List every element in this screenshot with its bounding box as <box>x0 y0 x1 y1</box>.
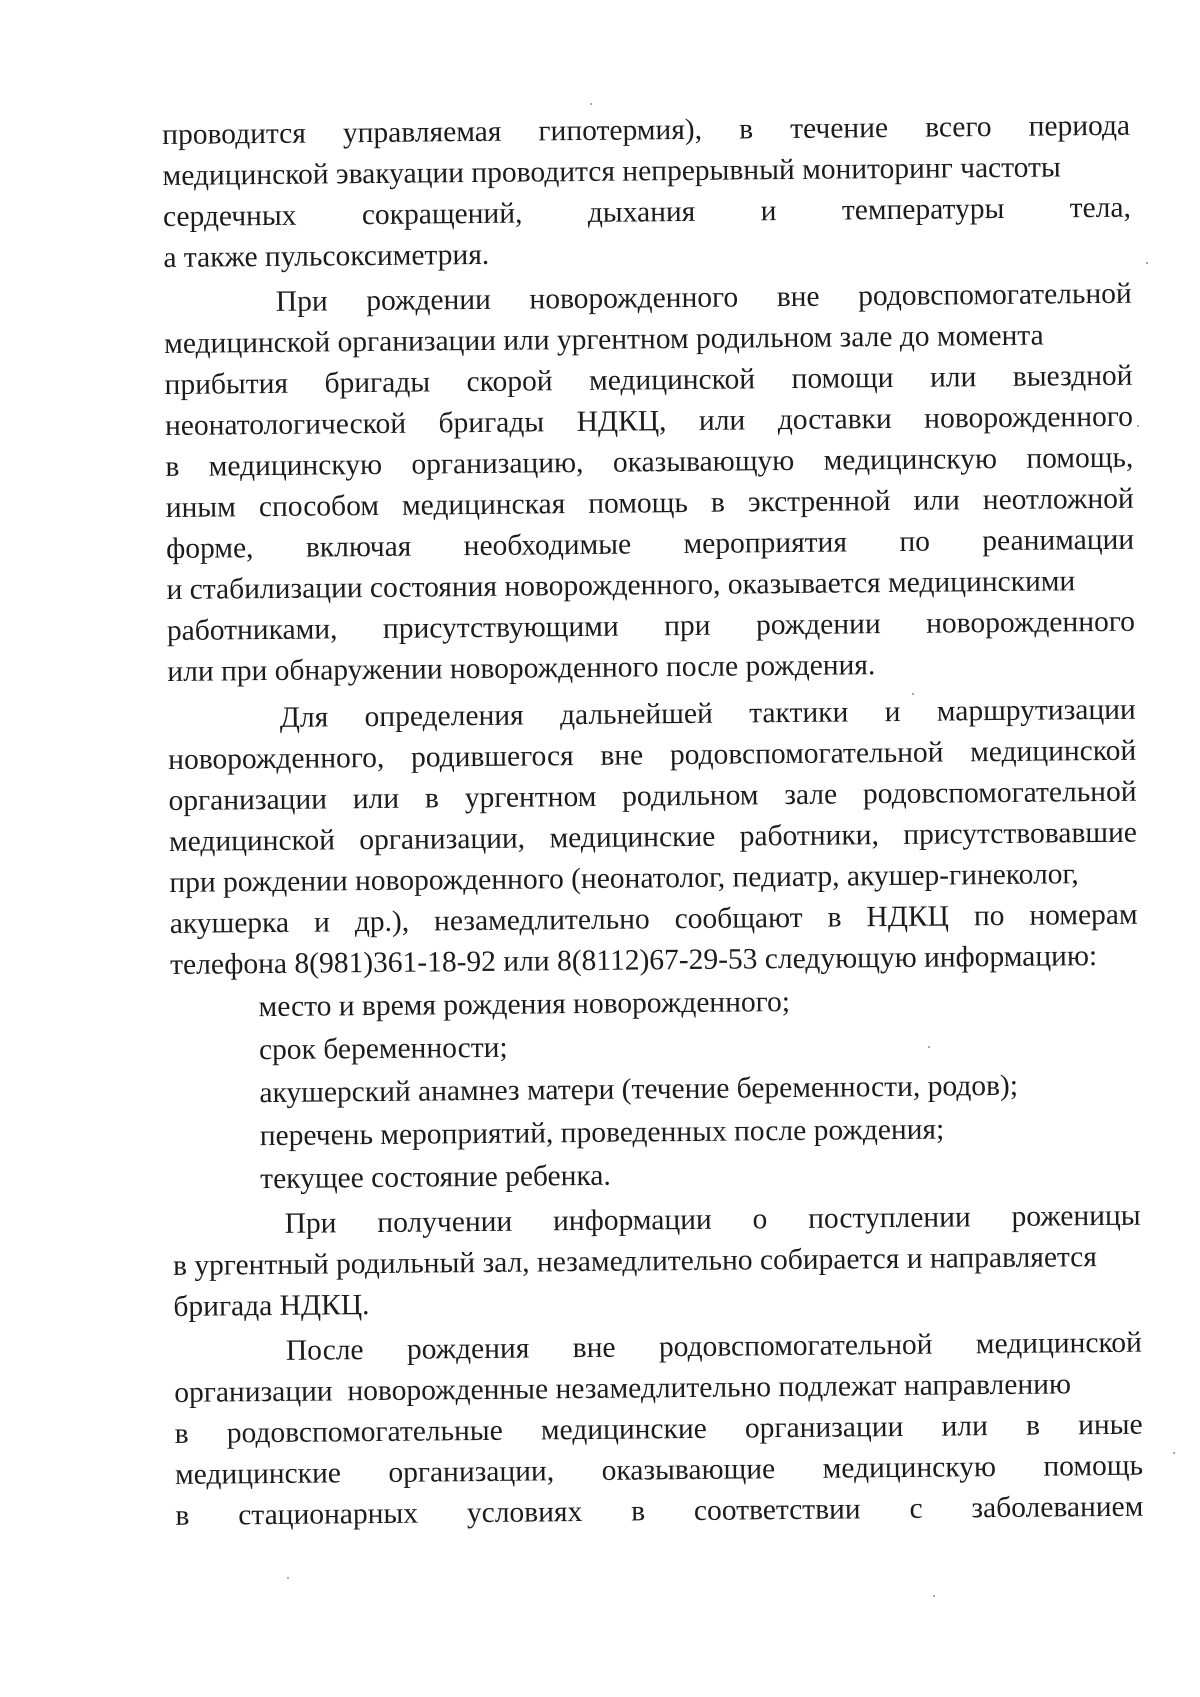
word: всего <box>924 111 992 144</box>
paragraph-1 <box>162 106 1132 279</box>
word: и <box>884 695 901 729</box>
paragraph-4 <box>172 1196 1141 1328</box>
word: НДКЦ <box>866 900 950 934</box>
text-line: а также пульсоксиметрия. <box>163 238 490 274</box>
word: при <box>664 609 711 643</box>
word: работники, <box>739 819 880 853</box>
word: рождении <box>755 608 881 642</box>
word: стационарных <box>238 1497 419 1532</box>
word: течение <box>790 112 889 145</box>
word: или <box>941 1410 988 1443</box>
text-line: бригада НДКЦ. <box>173 1289 370 1323</box>
word: в <box>175 1499 190 1532</box>
word: маршрутизации <box>936 693 1136 728</box>
list-item: перечень мероприятий, проведенных после рождения; <box>259 1113 945 1153</box>
word: в <box>630 1495 646 1528</box>
word: информации <box>552 1203 712 1238</box>
word: работниками, <box>166 613 338 647</box>
word: определения <box>364 699 524 734</box>
word: При <box>284 1207 337 1240</box>
paragraph-3 <box>168 690 1139 986</box>
word: новорожденного, <box>168 741 385 776</box>
text-line: организации новорожденные незамедлительно подлежат направлению <box>174 1368 1072 1409</box>
word: получении <box>377 1205 513 1239</box>
word: иным <box>165 491 236 524</box>
word: и <box>313 906 330 939</box>
word: родовспомогательной <box>669 736 944 772</box>
word: выездной <box>1012 359 1133 393</box>
text-line: в ургентный родильный зал, незамедлительно собирается и направляется <box>172 1241 1098 1282</box>
word: незамедлительно <box>433 903 650 938</box>
word: помощь <box>588 486 688 520</box>
word: тактики <box>749 696 849 730</box>
word: гипотермия), <box>538 113 703 148</box>
word: При <box>275 285 328 318</box>
word: или <box>913 484 960 517</box>
word: НДКЦ, <box>576 405 667 439</box>
word: новорожденного <box>926 605 1136 640</box>
list-item: акушерский анамнез матери (течение беременности, родов); <box>259 1069 1019 1110</box>
info-list <box>170 979 1140 1201</box>
word: организации <box>744 1410 904 1445</box>
word: роженицы <box>1011 1199 1141 1233</box>
word: неонатологической <box>164 407 407 442</box>
word: в <box>165 450 180 483</box>
word: управляемая <box>342 115 502 150</box>
word: медицинскую <box>208 448 383 483</box>
word: ургентном <box>464 780 597 815</box>
word: медицинской <box>168 824 336 858</box>
word: или <box>698 404 746 437</box>
text-line: медицинской эвакуации проводится непрерывный мониторинг частоты <box>162 151 1061 192</box>
word: бригады <box>324 366 431 400</box>
word: медицинские <box>549 820 716 855</box>
text-line: при рождении новорожденного (неонатолог, педиатр, акушер-гинеколог, <box>169 858 1079 899</box>
word: медицинскую <box>822 1451 997 1485</box>
word: иные <box>1077 1408 1143 1442</box>
list-item: текущее состояние ребенка. <box>260 1159 611 1196</box>
scan-speck <box>590 103 592 105</box>
word: медицинская <box>401 488 566 522</box>
word: помощь, <box>1026 441 1134 475</box>
word: рождения <box>406 1332 530 1366</box>
word: сердечных <box>162 199 297 233</box>
word: организацию, <box>411 446 584 481</box>
word: родильном <box>622 779 759 813</box>
word: бригады <box>438 406 545 440</box>
word: дальнейшей <box>559 697 713 732</box>
word: организации <box>168 783 328 817</box>
word: оказывающую <box>612 444 795 479</box>
word: в <box>174 1417 189 1450</box>
word: экстренной <box>747 485 891 519</box>
word: периода <box>1028 109 1131 143</box>
word: вне <box>572 1331 616 1365</box>
word: новорожденного <box>924 400 1134 435</box>
word: в <box>1025 1409 1041 1442</box>
word: организации, <box>388 1455 555 1489</box>
scan-speck <box>287 1577 289 1579</box>
text-line: или при обнаружении новорожденного после рождения. <box>167 649 876 688</box>
word: вне <box>776 280 820 314</box>
word: форме, <box>166 532 254 565</box>
word: с <box>909 1492 923 1525</box>
word: скорой <box>466 365 553 399</box>
list-item: срок беременности; <box>258 1031 508 1067</box>
word: родовспомогательной <box>658 1328 933 1364</box>
list-item: место и время рождения новорожденного; <box>258 986 791 1024</box>
word: или <box>929 361 977 394</box>
word: помощь <box>1043 1449 1144 1483</box>
word: зале <box>784 778 838 812</box>
scan-speck <box>1173 1452 1175 1454</box>
word: проводится <box>162 117 306 151</box>
word: доставки <box>777 403 892 437</box>
word: заболеванием <box>971 1490 1144 1525</box>
word: в <box>827 901 842 934</box>
scan-speck <box>933 1595 935 1597</box>
paragraph-2 <box>164 274 1136 693</box>
word: организации, <box>359 822 526 857</box>
word: помощи <box>791 361 894 395</box>
word: акушерка <box>169 906 290 940</box>
word: способом <box>258 489 380 524</box>
word: новорожденного <box>529 281 739 316</box>
text-line: медицинской организации или ургентном родильном зале до момента <box>164 319 1044 360</box>
word: и <box>760 195 777 228</box>
word: присутствующими <box>382 610 619 645</box>
word: медицинскую <box>823 443 998 477</box>
word: родовспомогательной <box>862 775 1137 811</box>
word: включая <box>305 530 412 564</box>
word: медицинской <box>588 363 756 397</box>
word: присутствовавшие <box>903 816 1138 851</box>
word: медицинские <box>540 1412 707 1447</box>
word: номерам <box>1029 898 1138 932</box>
word: родовспомогательной <box>857 277 1132 313</box>
word: медицинской <box>975 1326 1142 1361</box>
word: Для <box>279 701 329 734</box>
text-line <box>175 1487 1143 1537</box>
text-line: телефона 8(981)361-18-92 или 8(8112)67-29-53 следующую информацию: <box>170 940 1098 981</box>
word: соответствии <box>693 1493 861 1527</box>
word: родовспомогательные <box>226 1414 503 1450</box>
word: о <box>752 1203 768 1236</box>
word: в <box>424 782 440 815</box>
word: неотложной <box>982 482 1134 517</box>
word: сокращений, <box>361 197 523 232</box>
word: реанимации <box>982 523 1135 558</box>
word: в <box>710 486 725 519</box>
word: тела, <box>1069 191 1132 225</box>
word: вне <box>600 739 644 772</box>
word: поступлении <box>807 1201 971 1235</box>
word: мероприятия <box>683 526 848 561</box>
document-body <box>162 106 1144 1537</box>
word: медицинские <box>174 1457 342 1491</box>
word: дыхания <box>587 195 696 229</box>
word: рождении <box>366 283 492 318</box>
word: др.), <box>354 905 410 939</box>
word: условиях <box>466 1496 583 1530</box>
word: по <box>973 899 1005 933</box>
paragraph-5 <box>174 1323 1144 1537</box>
word: прибытия <box>164 367 289 401</box>
word: медицинской <box>970 734 1137 769</box>
word: родившегося <box>410 740 574 774</box>
word: После <box>285 1334 364 1367</box>
word: температуры <box>841 192 1005 227</box>
word: оказывающие <box>601 1453 776 1487</box>
word: необходимые <box>463 528 632 563</box>
scan-speck <box>1137 425 1139 427</box>
word: в <box>738 113 754 146</box>
word: по <box>899 525 931 558</box>
scan-speck <box>1146 262 1148 264</box>
text-line: и стабилизации состояния новорожденного, оказывается медицинскими <box>166 565 1076 606</box>
word: или <box>352 782 400 816</box>
word: сообщают <box>674 901 803 936</box>
